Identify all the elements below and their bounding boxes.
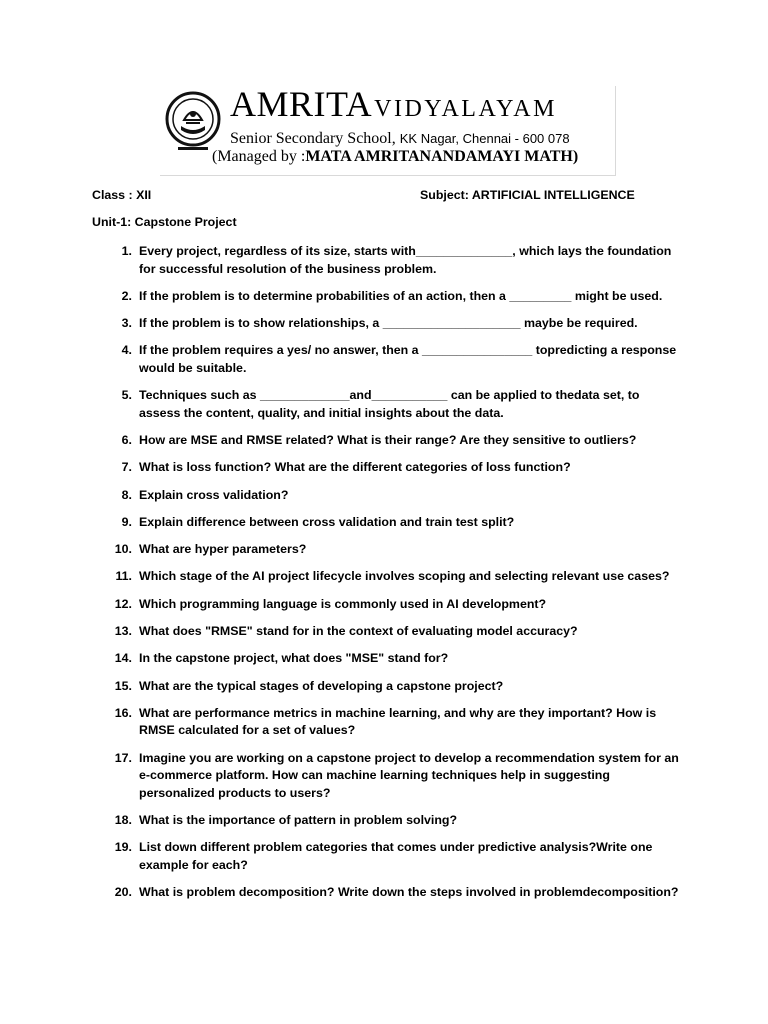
question-number: 4. (121, 343, 132, 358)
question-number: 18. (114, 813, 132, 828)
question-number: 9. (121, 514, 132, 529)
question-number: 11. (115, 569, 132, 584)
question-text: What are hyper parameters? (139, 542, 307, 557)
question-item (92, 243, 682, 278)
school-address: KK Nagar, Chennai - 600 078 (399, 131, 570, 146)
school-brand (230, 86, 557, 122)
question-text: If the problem is to show relationships, a ____________________ maybe be required. (139, 316, 638, 331)
brand-main: AMRITA (230, 84, 373, 124)
managed-org: MATA AMRITANANDAMAYI MATH) (305, 148, 579, 165)
question-number: 17. (114, 750, 132, 765)
question-number: 8. (121, 487, 132, 502)
question-item (92, 387, 682, 422)
question-item (92, 884, 682, 902)
question-item (92, 596, 682, 614)
question-number: 1. (121, 244, 132, 258)
subject-label: Subject: ARTIFICIAL INTELLIGENCE (420, 188, 635, 202)
question-text: What does "RMSE" stand for in the context of evaluating model accuracy? (139, 624, 578, 639)
question-number: 13. (114, 624, 132, 639)
question-item (92, 750, 682, 803)
question-item (92, 623, 682, 641)
question-item (92, 315, 682, 333)
school-emblem-icon (164, 90, 222, 154)
school-letterhead (160, 86, 616, 176)
question-item (92, 839, 682, 874)
question-text: Explain cross validation? (139, 487, 289, 502)
question-item (92, 487, 682, 505)
question-item (92, 541, 682, 559)
question-text: Every project, regardless of its size, starts with______________, which lays the foundation for successful resolution of the business problem. (139, 244, 672, 276)
question-text: What is problem decomposition? Write down the steps involved in problemdecomposition? (139, 885, 679, 900)
question-text: Which programming language is commonly used in AI development? (139, 596, 547, 611)
question-number: 7. (121, 460, 132, 475)
question-text: Imagine you are working on a capstone project to develop a recommendation system for an e-commerce platform. How can machine learning techniques help in suggesting personalized products to users? (139, 750, 679, 800)
question-number: 20. (114, 885, 132, 900)
question-text: In the capstone project, what does "MSE" stand for? (139, 651, 449, 666)
question-number: 15. (114, 678, 132, 693)
question-text: How are MSE and RMSE related? What is their range? Are they sensitive to outliers? (139, 432, 637, 447)
school-name: Senior Secondary School, (230, 130, 396, 147)
managed-by-line (212, 148, 578, 166)
question-number: 14. (114, 651, 132, 666)
question-item (92, 705, 682, 740)
question-text: List down different problem categories that comes under predictive analysis?Write one example for each? (139, 840, 653, 872)
question-text: Which stage of the AI project lifecycle involves scoping and selecting relevant use cases? (139, 569, 670, 584)
question-item (92, 342, 682, 377)
question-text: If the problem requires a yes/ no answer, then a ________________ topredicting a response would be suitable. (139, 343, 677, 375)
brand-sub: VIDYALAYAM (374, 96, 557, 122)
question-item (92, 568, 682, 586)
question-number: 10. (114, 542, 132, 557)
question-item (92, 678, 682, 696)
question-number: 5. (121, 388, 132, 403)
question-number: 2. (121, 288, 132, 303)
question-text: If the problem is to determine probabilities of an action, then a _________ might be used. (139, 288, 663, 303)
question-number: 6. (121, 432, 132, 447)
school-name-line (230, 130, 570, 148)
question-number: 12. (114, 596, 132, 611)
question-number: 19. (114, 840, 132, 855)
question-item (92, 514, 682, 532)
question-text: What are the typical stages of developing a capstone project? (139, 678, 504, 693)
question-text: What are performance metrics in machine learning, and why are they important? How is RMSE calculated for a set of values? (139, 705, 657, 738)
question-text: What is loss function? What are the different categories of loss function? (139, 460, 571, 475)
managed-prefix: (Managed by : (212, 148, 306, 165)
question-item (92, 650, 682, 668)
class-label: Class : XII (92, 188, 152, 202)
question-text: Techniques such as _____________and___________ can be applied to thedata set, to assess the content, quality, and initial insights about the data. (139, 388, 640, 420)
question-text: Explain difference between cross validation and train test split? (139, 514, 515, 529)
question-item (92, 432, 682, 450)
question-item (92, 459, 682, 477)
unit-label: Unit-1: Capstone Project (92, 215, 237, 229)
question-item (92, 288, 682, 306)
question-number: 3. (121, 316, 132, 331)
question-number: 16. (114, 705, 132, 720)
question-list (92, 243, 682, 911)
question-item (92, 812, 682, 830)
question-text: What is the importance of pattern in problem solving? (139, 813, 458, 828)
